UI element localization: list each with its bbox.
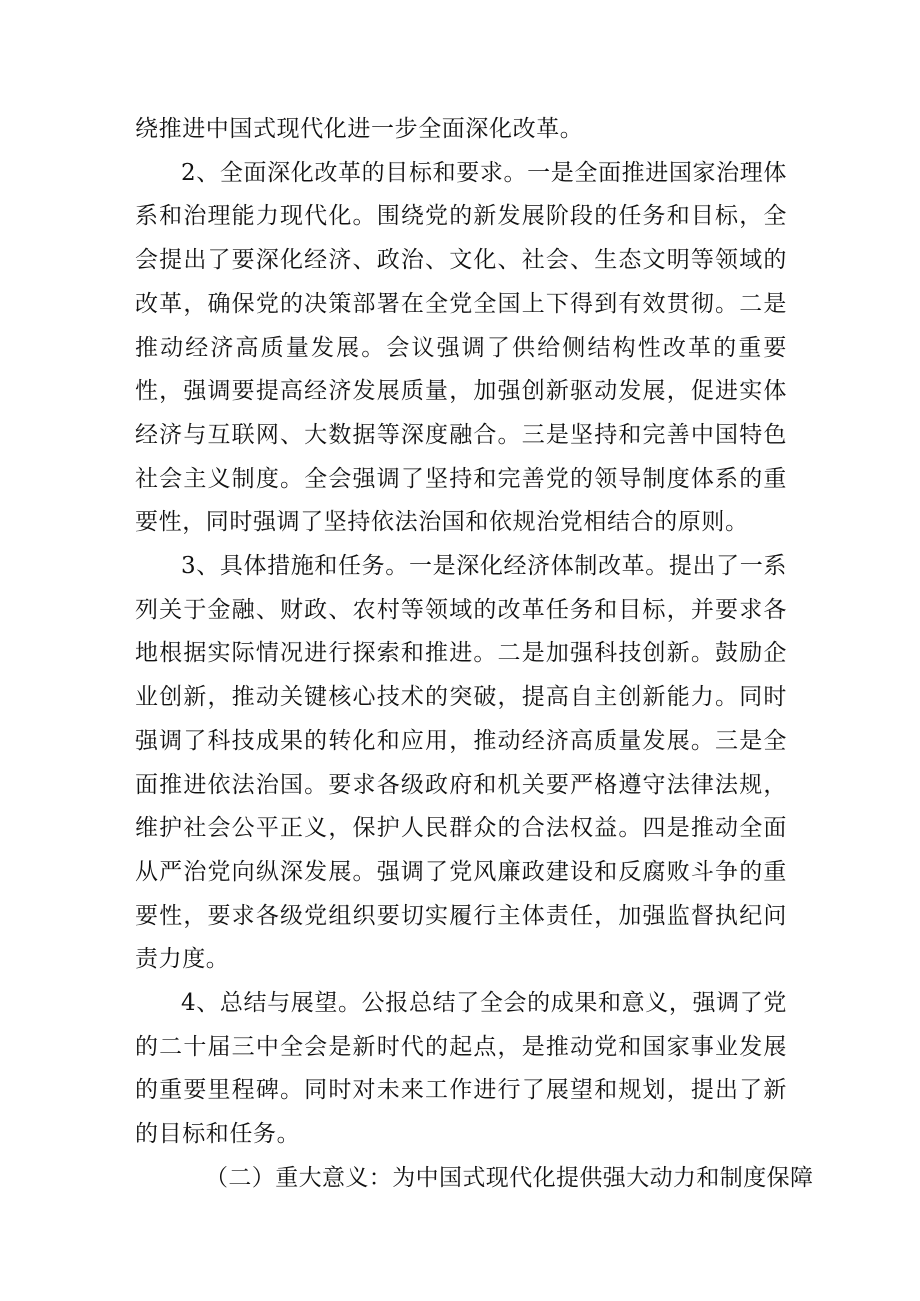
paragraph-point-2: 2、全面深化改革的目标和要求。一是全面推进国家治理体系和治理能力现代化。围绕党的新发展阶段的任务和目标，全会提出了要深化经济、政治、文化、社会、生态文明等领域的改革，确保党的决策部署在全党全国上下得到有效贯彻。二是推动经济高质量发展。会议强调了供给侧结构性改革的重要性，强调要提高经济发展质量，加强创新驱动发展，促进实体经济与互联网、大数据等深度融合。三是坚持和完善中国特色社会主义制度。全会强调了坚持和完善党的领导制度体系的重要性，同时强调了坚持依法治国和依规治党相结合的原则。 — [135, 159, 787, 536]
paragraph-point-3: 3、具体措施和任务。一是深化经济体制改革。提出了一系列关于金融、财政、农村等领域的改革任务和目标，并要求各地根据实际情况进行探索和推进。二是加强科技创新。鼓励企业创新，推动关键核心技术的突破，提高自主创新能力。同时强调了科技成果的转化和应用，推动经济高质量发展。三是全面推进依法治国。要求各级政府和机关要严格遵守法律法规，维护社会公平正义，保护人民群众的合法权益。四是推动全面从严治党向纵深发展。强调了党风廉政建设和反腐败斗争的重要性，要求各级党组织要切实履行主体责任，加强监督执纪问责力度。 — [135, 553, 787, 973]
paragraph-continuation: 绕推进中国式现代化进一步全面深化改革。 — [135, 116, 584, 142]
section-heading: （二）重大意义：为中国式现代化提供强大动力和制度保障 — [205, 1164, 814, 1191]
document-body — [135, 108, 814, 1201]
paragraph-point-4: 4、总结与展望。公报总结了全会的成果和意义，强调了党的二十届三中全会是新时代的起点，是推动党和国家事业发展的重要里程碑。同时对未来工作进行了展望和规划，提出了新的目标和任务。 — [135, 990, 787, 1148]
